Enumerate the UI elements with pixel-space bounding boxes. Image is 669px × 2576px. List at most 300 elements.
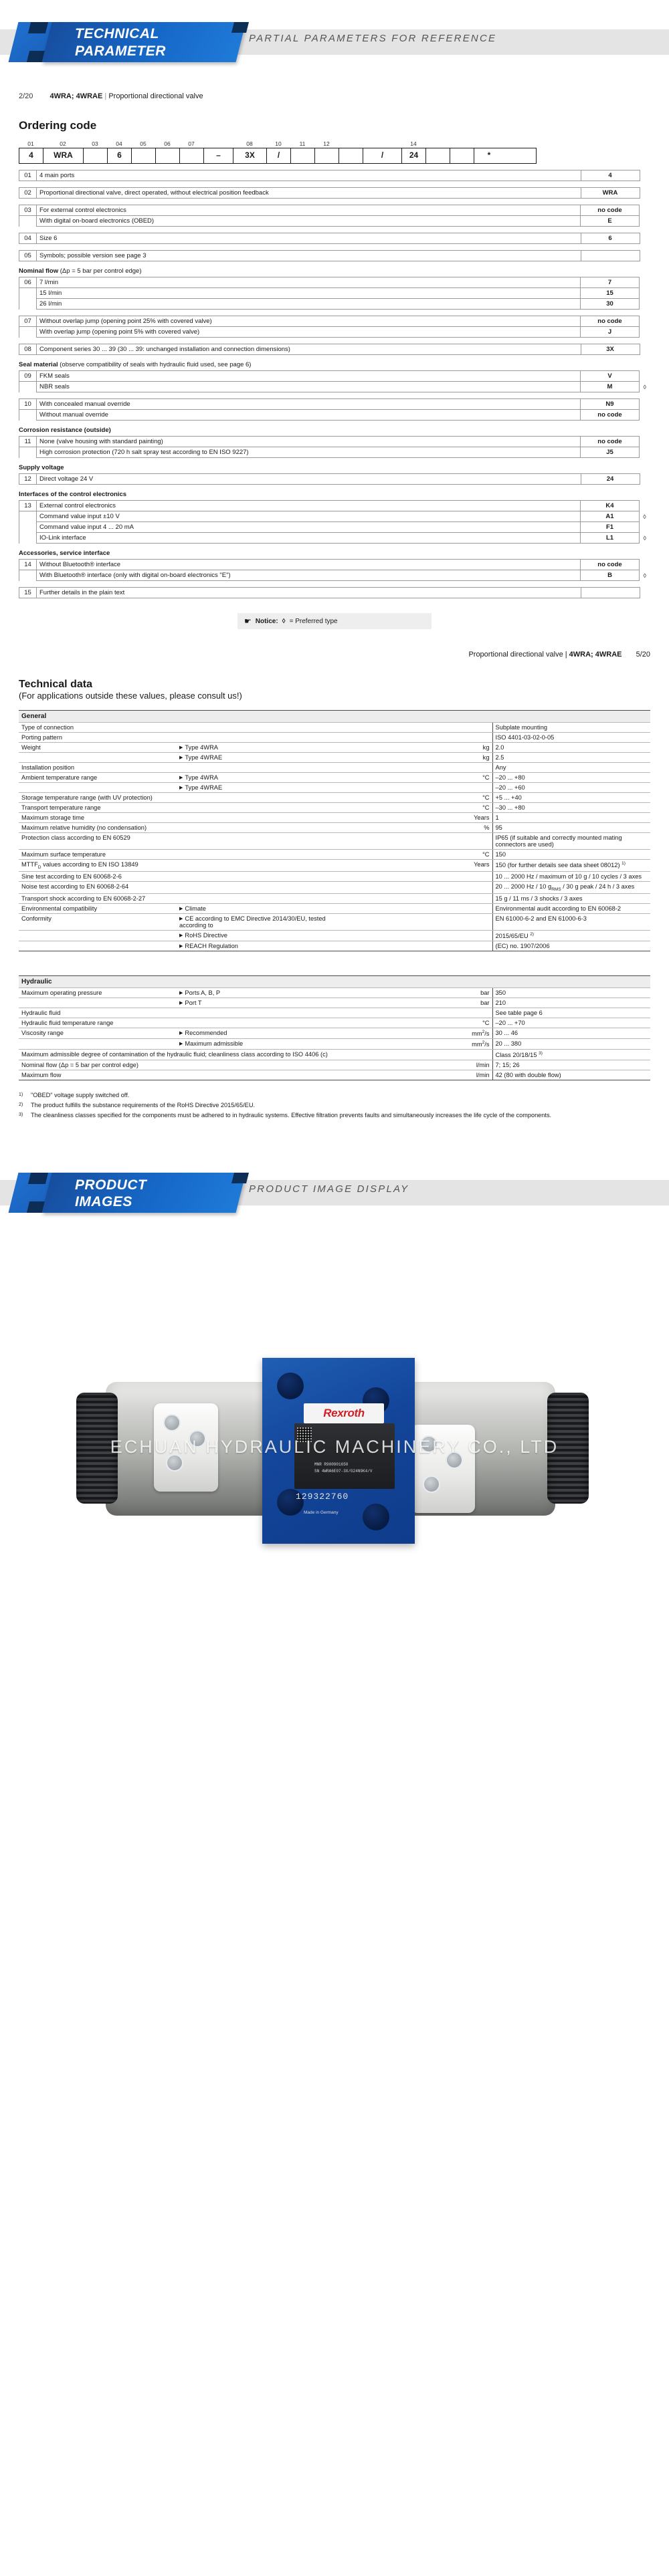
table-section-header	[19, 975, 650, 987]
table-row	[19, 399, 650, 410]
table-row	[19, 1050, 650, 1060]
ordering-code-position-4: 05	[140, 140, 147, 147]
ordering-code-value: M	[581, 382, 640, 392]
table-row	[19, 233, 651, 244]
spec-value: 150	[492, 850, 650, 860]
spec-value: –30 ... +80	[492, 803, 650, 813]
ordering-code-group-14	[19, 587, 650, 598]
table-row	[19, 522, 650, 533]
footnote-text: "OBED" voltage supply switched off.	[31, 1092, 130, 1099]
bullet-arrow-icon: ▶	[179, 755, 183, 760]
preferred-type-marker	[640, 588, 650, 598]
spec-label: Installation position	[19, 763, 492, 773]
ordering-code-description: Without manual override	[37, 410, 581, 421]
pointing-hand-icon: ☛	[244, 616, 252, 626]
footnote-marker: 3)	[19, 1112, 23, 1117]
ordering-code-description: Without overlap jump (opening point 25% with covered valve)	[37, 316, 581, 327]
ordering-code-index	[19, 511, 37, 522]
table-row	[19, 1028, 650, 1038]
ordering-code-table	[19, 233, 650, 244]
preferred-type-marker: ◊	[643, 572, 646, 579]
bullet-arrow-icon: ▶	[179, 1000, 183, 1006]
ordering-code-table	[19, 187, 650, 199]
table-row	[19, 998, 650, 1008]
table-row	[19, 753, 650, 763]
spec-label: Sine test according to EN 60068-2-6	[19, 871, 492, 881]
ordering-code-table	[19, 344, 650, 355]
ordering-code-description: Without Bluetooth® interface	[37, 560, 581, 570]
ordering-code-group-4	[19, 250, 650, 261]
table-row	[19, 205, 650, 216]
table-row	[19, 188, 651, 199]
ordering-code-group-label: Accessories, service interface	[19, 550, 110, 557]
nameplate-line-1: MNR R900901650	[314, 1462, 349, 1468]
footnote-text: The product fulfills the substance requirements of the RoHS Directive 2015/65/EU.	[31, 1101, 256, 1108]
ordering-code-value: B	[581, 570, 640, 581]
preferred-type-marker	[640, 522, 650, 533]
ordering-code-cell-10	[291, 148, 315, 163]
preferred-type-marker	[640, 410, 650, 421]
ordering-code-position-numbers	[19, 140, 650, 147]
spec-label: Maximum storage time	[19, 813, 177, 823]
ordering-code-cell-6	[180, 148, 204, 163]
banner-title	[75, 24, 242, 62]
spec-label	[19, 998, 177, 1008]
table-row	[19, 871, 650, 881]
preferred-type-marker	[640, 560, 650, 570]
ordering-code-cell-11	[315, 148, 339, 163]
spec-sublabel: ▶ Maximum admissible	[177, 1038, 334, 1049]
spec-sublabel: ▶ REACH Regulation	[177, 941, 334, 951]
ordering-code-cell-15	[426, 148, 450, 163]
ordering-code-description: With overlap jump (opening point 5% with covered valve)	[37, 327, 581, 338]
spec-value: 150 (for further details see data sheet 08012) $^{1)}$	[492, 860, 650, 872]
ordering-code-value: F1	[581, 522, 640, 533]
spec-value: 7; 15; 26	[492, 1060, 650, 1070]
spec-value: 20 ... 380	[492, 1038, 650, 1049]
spec-value: Any	[492, 763, 650, 773]
spec-unit: °C	[334, 773, 492, 783]
table-row	[19, 860, 650, 872]
ordering-code-position-6: 07	[188, 140, 195, 147]
ordering-code-cell-17: *	[487, 150, 491, 160]
preferred-type-marker	[640, 371, 650, 382]
end-cap-right	[547, 1393, 589, 1504]
spec-value: 2.5	[492, 753, 650, 763]
spec-unit: $mm^2/s$	[334, 1028, 492, 1038]
ordering-code-group-6	[19, 316, 650, 338]
ordering-code-description: 15 l/min	[37, 288, 581, 299]
ordering-code-index: 03	[19, 205, 37, 216]
spec-unit: $mm^2/s$	[334, 1038, 492, 1049]
ordering-code-index	[19, 447, 37, 458]
spec-value: +5 ... +40	[492, 793, 650, 803]
ordering-code-group-5	[19, 267, 650, 310]
spec-sublabel	[177, 860, 334, 872]
ordering-code-value: 15	[581, 288, 640, 299]
ordering-code-description: None (valve housing with standard painting)	[37, 437, 581, 447]
ordering-code-table	[19, 316, 650, 338]
spec-label: Storage temperature range (with UV protection)	[19, 793, 177, 803]
ordering-code-index: 01	[19, 170, 37, 181]
spec-value: Subplate mounting	[492, 723, 650, 733]
ordering-code-group-7	[19, 344, 650, 355]
ordering-code-table	[19, 170, 650, 181]
ordering-code-value: 24	[581, 474, 640, 485]
ordering-code-position-13	[363, 140, 401, 147]
ordering-code-position-1: 02	[60, 140, 66, 147]
table-row	[19, 1018, 650, 1028]
spec-sublabel: ▶ Type 4WRA	[177, 743, 334, 753]
ordering-code-cell-4	[132, 148, 156, 163]
ordering-code-group-label: Supply voltage	[19, 464, 64, 471]
table-row	[19, 251, 651, 261]
spec-value: 30 ... 46	[492, 1028, 650, 1038]
ordering-code-group-13	[19, 550, 650, 581]
ordering-code-index: 12	[19, 474, 37, 485]
ordering-code-value: 30	[581, 299, 640, 310]
table-row	[19, 588, 651, 598]
spec-sublabel	[177, 793, 334, 803]
spec-sublabel	[177, 813, 334, 823]
table-row	[19, 1070, 650, 1080]
footnote	[19, 1091, 650, 1100]
preferred-type-marker	[640, 327, 650, 338]
ordering-code-table	[19, 500, 650, 544]
preferred-type-marker	[640, 170, 650, 181]
preferred-type-marker	[640, 216, 650, 227]
table-row	[19, 560, 650, 570]
ordering-code-value: K4	[581, 501, 640, 511]
ordering-code-description: Size 6	[37, 233, 581, 244]
page-footer	[19, 633, 650, 659]
spec-unit: °C	[334, 850, 492, 860]
spec-sublabel	[177, 1060, 334, 1070]
spec-value: 20 ... 2000 Hz / 10 $g_{RMS} / 30$ g peak / 24 h / 3 axes	[492, 881, 650, 893]
spec-label	[19, 753, 177, 763]
preferred-type-marker	[640, 501, 650, 511]
spec-value: 210	[492, 998, 650, 1008]
spec-unit: kg	[334, 753, 492, 763]
electrical-connector-left	[154, 1403, 218, 1492]
ordering-code-description: NBR seals	[37, 382, 581, 392]
ordering-code-value: J	[581, 327, 640, 338]
table-row	[19, 763, 650, 773]
table-row	[19, 987, 650, 998]
footer-model: 4WRA; 4WRAE	[569, 651, 622, 659]
spec-sublabel	[177, 803, 334, 813]
spec-label: Maximum operating pressure	[19, 987, 177, 998]
ordering-code-description: FKM seals	[37, 371, 581, 382]
spec-unit: °C	[334, 1018, 492, 1028]
ordering-code-position-8: 08	[246, 140, 253, 147]
ordering-code-description: Direct voltage 24 V	[37, 474, 581, 485]
ordering-code-index: 07	[19, 316, 37, 327]
ordering-code-index: 08	[19, 344, 37, 355]
ordering-code-description: 7 l/min	[37, 277, 581, 288]
ordering-code-description: With Bluetooth® interface (only with digital on-board electronics "E")	[37, 570, 581, 581]
table-row	[19, 382, 650, 392]
preferred-type-marker	[640, 188, 650, 199]
spec-value: Class 20/18/15 $^{3)}$	[492, 1050, 650, 1060]
preferred-type-marker: ◊	[643, 513, 646, 520]
ordering-code-heading: Ordering code	[19, 119, 97, 132]
banner-subtitle: PARTIAL PARAMETERS FOR REFERENCE	[249, 33, 497, 44]
bullet-arrow-icon: ▶	[179, 1041, 183, 1046]
table-row	[19, 941, 650, 951]
spec-sublabel	[177, 1070, 334, 1080]
bullet-arrow-icon: ▶	[179, 990, 183, 996]
preferred-type-marker	[640, 399, 650, 410]
ordering-code-group-10	[19, 427, 650, 458]
spec-label: Maximum relative humidity (no condensation)	[19, 823, 177, 833]
product-banner-title-line1: PRODUCT	[75, 1177, 147, 1193]
section-title: General	[19, 711, 650, 723]
footer-separator: |	[565, 651, 567, 659]
ordering-code-position-12	[339, 140, 363, 147]
ordering-code-description: For external control electronics	[37, 205, 581, 216]
ordering-code-index	[19, 299, 37, 310]
ordering-code-index: 09	[19, 371, 37, 382]
preferred-type-marker	[640, 344, 650, 355]
spec-sublabel: ▶ Type 4WRAE	[177, 753, 334, 763]
nameplate-line-2: SN 4WRA6E07-3X/G24N9K4/V	[314, 1469, 373, 1474]
preferred-type-marker	[640, 437, 650, 447]
spec-value: EN 61000-6-2 and EN 61000-6-3	[492, 913, 650, 930]
ordering-code-group-label: Corrosion resistance (outside)	[19, 427, 111, 434]
spec-label	[19, 783, 177, 793]
ordering-code-group-11	[19, 464, 650, 485]
footnote-marker: 2)	[19, 1102, 23, 1107]
table-row	[19, 783, 650, 793]
spec-value: 95	[492, 823, 650, 833]
ordering-code-group-label: Interfaces of the control electronics	[19, 491, 127, 498]
spec-label: Ambient temperature range	[19, 773, 177, 783]
ordering-code-value: L1	[581, 533, 640, 544]
notice-box	[237, 613, 432, 629]
header-separator: |	[104, 92, 107, 100]
ordering-code-position-10: 11	[299, 140, 306, 147]
technical-data-subtitle: (For applications outside these values, please consult us!)	[19, 691, 242, 701]
footer-description: Proportional directional valve	[468, 651, 563, 659]
ordering-code-index	[19, 288, 37, 299]
ordering-code-description: Symbols; possible version see page 3	[37, 251, 581, 261]
ordering-code-position-17	[474, 140, 503, 147]
ordering-code-position-16	[450, 140, 474, 147]
table-row	[19, 733, 650, 743]
spec-label	[19, 941, 177, 951]
spec-label: Conformity	[19, 913, 177, 930]
preferred-type-marker	[640, 316, 650, 327]
spec-unit: bar	[334, 998, 492, 1008]
ordering-code-value: A1	[581, 511, 640, 522]
ordering-code-cell-13: /	[363, 148, 402, 163]
spec-value: See table page 6	[492, 1008, 650, 1018]
spec-label: Hydraulic fluid	[19, 1008, 492, 1018]
ordering-code-description: With concealed manual override	[37, 399, 581, 410]
spec-sublabel: ▶ Type 4WRAE	[177, 783, 334, 793]
table-row	[19, 1060, 650, 1070]
ordering-code-cell-5	[156, 148, 180, 163]
ordering-code-cell-14: 24	[402, 148, 426, 163]
spec-sublabel: ▶ Type 4WRA	[177, 773, 334, 783]
footnotes	[19, 1091, 650, 1120]
spec-sublabel: ▶ Ports A, B, P	[177, 987, 334, 998]
table-section-header	[19, 711, 650, 723]
spec-label: Transport shock according to EN 60068-2-27	[19, 893, 492, 903]
table-row	[19, 501, 650, 511]
part-number: 129322760	[296, 1492, 349, 1502]
spec-value: 2015/65/EU $^{2)}$	[492, 930, 650, 941]
spec-label: Transport temperature range	[19, 803, 177, 813]
spec-unit: °C	[334, 803, 492, 813]
table-row	[19, 1008, 650, 1018]
mounting-hole-bottom-right	[363, 1504, 389, 1530]
spec-label: Porting pattern	[19, 733, 492, 743]
bullet-arrow-icon: ▶	[179, 906, 183, 911]
mounting-hole-top-left	[277, 1373, 304, 1399]
ordering-code-index: 10	[19, 399, 37, 410]
spec-unit: Years	[334, 813, 492, 823]
ordering-code-group-0	[19, 170, 650, 181]
ordering-code-table	[19, 205, 650, 227]
spec-unit	[334, 941, 492, 951]
preferred-type-marker	[640, 251, 650, 261]
spec-sublabel: ▶ Climate	[177, 903, 334, 913]
bullet-arrow-icon: ▶	[179, 1030, 183, 1036]
ordering-code-value: 6	[581, 233, 640, 244]
table-row	[19, 913, 650, 930]
notice-row	[19, 613, 650, 629]
ordering-code-position-11: 12	[323, 140, 330, 147]
ordering-code-index	[19, 570, 37, 581]
spec-unit: °C	[334, 793, 492, 803]
spec-unit: Years	[334, 860, 492, 872]
product-banner-title	[75, 1175, 242, 1212]
preferred-type-marker	[640, 474, 650, 485]
preferred-type-marker	[640, 288, 650, 299]
table-row	[19, 813, 650, 823]
section-title: Hydraulic	[19, 975, 650, 987]
ordering-code-table	[19, 398, 650, 421]
table-row	[19, 533, 650, 544]
spec-label: Nominal flow (Δp = 5 bar per control edge)	[19, 1060, 177, 1070]
table-row	[19, 850, 650, 860]
page-number: 2/20	[19, 92, 33, 100]
spec-label: Protection class according to EN 60529	[19, 833, 492, 850]
ordering-code-value: 7	[581, 277, 640, 288]
table-row	[19, 216, 650, 227]
spec-label: Maximum flow	[19, 1070, 177, 1080]
ordering-code-cell-1: WRA	[43, 148, 84, 163]
spec-unit: l/min	[334, 1070, 492, 1080]
technical-parameter-banner	[0, 0, 669, 80]
ordering-code-group-3	[19, 233, 650, 244]
footnote-text: The cleanliness classes specified for the components must be adhered to in hydraulic systems. Effective filtration prevents faults and simultaneously increases the life cycle of the components.	[31, 1111, 552, 1119]
spec-value: 350	[492, 987, 650, 998]
ordering-code-description: Proportional directional valve, direct operated, without electrical position feedback	[37, 188, 581, 199]
ordering-code-table	[19, 559, 650, 581]
ordering-code-position-14: 14	[410, 140, 417, 147]
bullet-arrow-icon: ▶	[179, 933, 183, 938]
ordering-code-value: E	[581, 216, 640, 227]
spec-label: Noise test according to EN 60068-2-64	[19, 881, 492, 893]
ordering-code-index	[19, 216, 37, 227]
ordering-code-value: V	[581, 371, 640, 382]
table-row	[19, 316, 650, 327]
table-row	[19, 410, 650, 421]
spec-unit: bar	[334, 987, 492, 998]
ordering-code-group-8	[19, 361, 650, 392]
ordering-code-tables	[19, 170, 650, 598]
spec-unit	[334, 913, 492, 930]
ordering-code-position-2: 03	[92, 140, 98, 147]
table-row	[19, 288, 650, 299]
preferred-type-marker	[640, 277, 650, 288]
ordering-code-description: Further details in the plain text	[37, 588, 581, 598]
header-description: Proportional directional valve	[108, 92, 203, 100]
bullet-arrow-icon: ▶	[179, 943, 183, 949]
spec-sublabel: ▶ CE according to EMC Directive 2014/30/EU, tested according to	[177, 913, 334, 930]
table-row	[19, 371, 650, 382]
ordering-code-cell-12	[339, 148, 363, 163]
ordering-code-value: no code	[581, 316, 640, 327]
ordering-code-description: Command value input ±10 V	[37, 511, 581, 522]
table-row	[19, 793, 650, 803]
technical-data-title: Technical data	[19, 679, 92, 690]
product-photo	[0, 1251, 669, 1665]
ordering-code-description: External control electronics	[37, 501, 581, 511]
ordering-code-value: no code	[581, 205, 640, 216]
banner-title-line1: TECHNICAL	[75, 26, 159, 42]
table-row	[19, 511, 650, 522]
ordering-code-value: no code	[581, 437, 640, 447]
spec-sublabel: ▶ RoHS Directive	[177, 930, 334, 941]
spec-unit	[334, 930, 492, 941]
spec-label: Type of connection	[19, 723, 492, 733]
spec-value: Environmental audit according to EN 60068-2	[492, 903, 650, 913]
spec-unit: %	[334, 823, 492, 833]
table-row	[19, 570, 650, 581]
spec-sublabel: ▶ Recommended	[177, 1028, 334, 1038]
preferred-type-marker	[640, 299, 650, 310]
ordering-code-index	[19, 522, 37, 533]
ordering-code-position-15	[425, 140, 450, 147]
made-in-label: Made in Germany	[304, 1510, 339, 1516]
nameplate	[294, 1423, 395, 1489]
ordering-code-table	[19, 370, 650, 392]
ordering-code-group-label: Seal material (observe compatibility of seals with hydraulic fluid used, see page 6)	[19, 361, 252, 368]
spec-value: 15 g / 11 ms / 3 shocks / 3 axes	[492, 893, 650, 903]
spec-label: Maximum surface temperature	[19, 850, 177, 860]
preferred-type-marker	[640, 447, 650, 458]
ordering-code-index: 05	[19, 251, 37, 261]
general-specifications-table	[19, 710, 650, 951]
preferred-type-marker: ◊	[643, 534, 646, 542]
ordering-code-cell-7: –	[204, 148, 233, 163]
bullet-arrow-icon: ▶	[179, 776, 183, 780]
watermark: ECHUAN HYDRAULIC MACHINERY CO., LTD	[110, 1437, 559, 1457]
spec-value: –20 ... +80	[492, 773, 650, 783]
spec-label	[19, 1038, 177, 1049]
ordering-code-index: 13	[19, 501, 37, 511]
bullet-arrow-icon: ▶	[179, 745, 183, 750]
spec-label: Weight	[19, 743, 177, 753]
table-row	[19, 893, 650, 903]
table-row	[19, 823, 650, 833]
spec-sublabel	[177, 850, 334, 860]
ordering-code-group-1	[19, 187, 650, 199]
